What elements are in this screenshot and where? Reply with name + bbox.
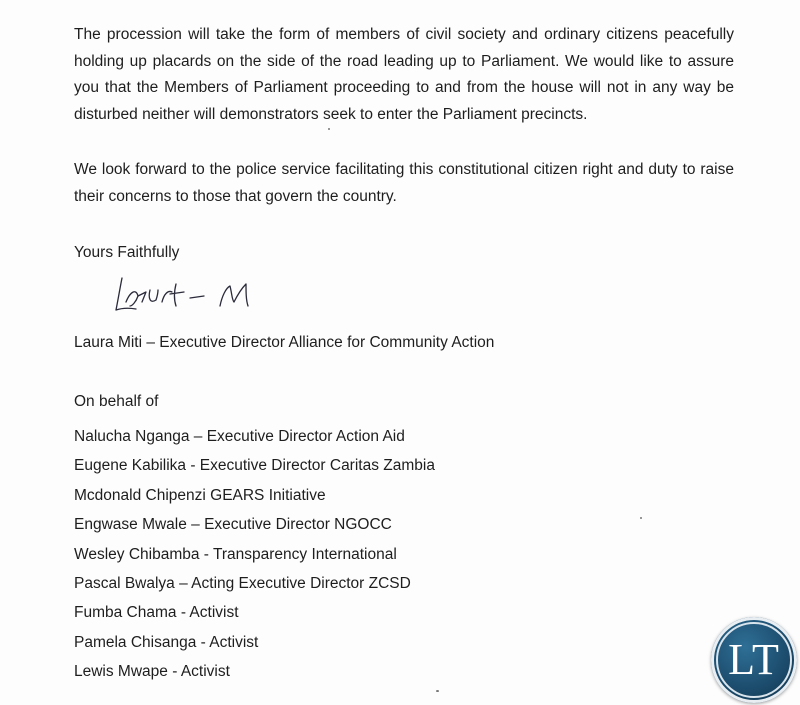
signer-name: Laura Miti – Executive Director Alliance for Community Action bbox=[74, 334, 495, 351]
list-item: Eugene Kabilika - Executive Director Caritas Zambia bbox=[74, 457, 435, 475]
list-item: Wesley Chibamba - Transparency International bbox=[74, 545, 397, 563]
scan-speck bbox=[328, 128, 330, 130]
body-paragraph-police: We look forward to the police service facilitating this constitutional citizen right and duty to raise their concerns to those that govern the country. bbox=[74, 161, 734, 205]
body-paragraph-procession: The procession will take the form of members of civil society and ordinary citizens peacefully holding up placards on the side of the road leading up to Parliament. We would like to assure you that the Members of Parliament proceeding to and from the house will not in any way be disturbed neither will demonstrators seek to enter the Parliament precincts. bbox=[74, 26, 734, 123]
scan-speck bbox=[640, 517, 642, 519]
list-item: Engwase Mwale – Executive Director NGOCC bbox=[74, 516, 392, 534]
signatory-list bbox=[74, 422, 435, 687]
list-item: Pamela Chisanga - Activist bbox=[74, 633, 259, 651]
list-item: Fumba Chama - Activist bbox=[74, 604, 239, 622]
closing-salutation: Yours Faithfully bbox=[74, 244, 180, 261]
handwritten-signature bbox=[112, 270, 282, 320]
on-behalf-label: On behalf of bbox=[74, 393, 159, 410]
signature-icon bbox=[112, 270, 282, 320]
logo-text: LT bbox=[728, 635, 780, 684]
list-item: Nalucha Nganga – Executive Director Action Aid bbox=[74, 428, 405, 445]
lusaka-times-logo-icon bbox=[711, 617, 797, 703]
list-item: Pascal Bwalya – Acting Executive Director ZCSD bbox=[74, 575, 411, 593]
list-item: Lewis Mwape - Activist bbox=[74, 663, 230, 681]
list-item: Mcdonald Chipenzi GEARS Initiative bbox=[74, 486, 326, 504]
scan-speck bbox=[436, 690, 439, 692]
